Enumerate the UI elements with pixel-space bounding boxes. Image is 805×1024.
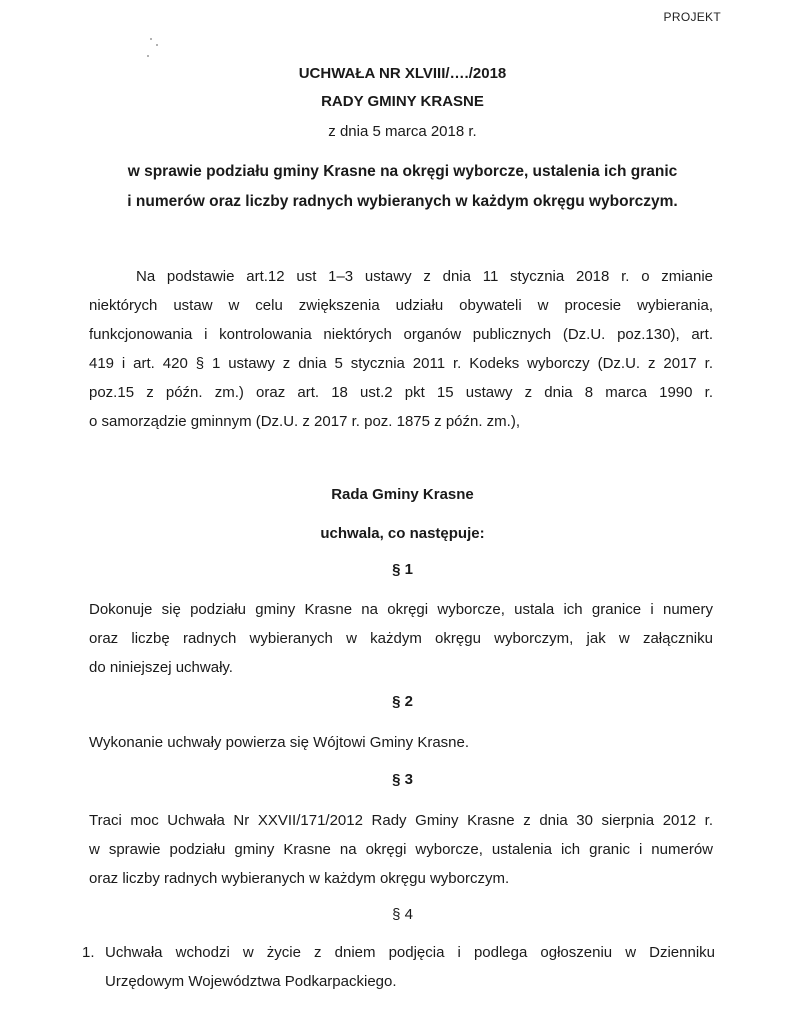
section-1-line: oraz liczbę radnych wybieranych w każdym okręgu wyborczym, jak w załączniku (89, 630, 713, 647)
section-1-line: do niniejszej uchwały. (89, 659, 233, 676)
resolution-date: z dnia 5 marca 2018 r. (328, 123, 477, 140)
list-item-line: Urzędowym Województwa Podkarpackiego. (105, 973, 397, 990)
section-1-line: Dokonuje się podziału gminy Krasne na okręgi wyborcze, ustala ich granice i numery (89, 601, 713, 618)
section-2-body: Wykonanie uchwały powierza się Wójtowi Gminy Krasne. (89, 734, 470, 751)
preamble-line: o samorządzie gminnym (Dz.U. z 2017 r. poz. 1875 z późn. zm.), (89, 413, 521, 430)
preamble-line: poz.15 z późn. zm.) oraz art. 18 ust.2 pkt 15 ustawy z dnia 8 marca 1990 r. (89, 384, 713, 401)
section-4-heading: § 4 (392, 906, 413, 923)
council-heading: Rada Gminy Krasne (331, 486, 474, 503)
section-1-body (89, 595, 713, 682)
scan-speck (150, 38, 152, 40)
section-3-heading: § 3 (392, 771, 413, 788)
section-2-heading: § 2 (392, 693, 413, 710)
section-3-line: Traci moc Uchwała Nr XXVII/171/2012 Rady Gminy Krasne z dnia 30 sierpnia 2012 r. (89, 812, 713, 829)
resolves-heading: uchwala, co następuje: (320, 525, 485, 542)
legal-basis-paragraph (89, 262, 713, 436)
list-item-line: Uchwała wchodzi w życie z dniem podjęcia i podlega ogłoszeniu w Dzienniku (105, 944, 715, 961)
section-1-heading: § 1 (392, 561, 413, 578)
scan-speck (156, 44, 158, 46)
council-name-heading: RADY GMINY KRASNE (321, 93, 484, 110)
list-item (82, 938, 715, 996)
resolution-number: UCHWAŁA NR XLVIII/…./2018 (298, 65, 507, 82)
list-item-number: 1. (82, 944, 95, 961)
preamble-line: 419 i art. 420 § 1 ustawy z dnia 5 stycznia 2011 r. Kodeks wyborczy (Dz.U. z 2017 r. (89, 355, 713, 372)
section-3-body (89, 806, 713, 893)
preamble-line: funkcjonowania i kontrolowania niektórych organów publicznych (Dz.U. poz.130), art. (89, 326, 713, 343)
project-label: PROJEKT (663, 10, 721, 24)
resolution-subject-line-2: i numerów oraz liczby radnych wybieranych w każdym okręgu wyborczym. (127, 193, 678, 210)
section-3-line: oraz liczby radnych wybieranych w każdym okręgu wyborczym. (89, 870, 510, 887)
preamble-line: Na podstawie art.12 ust 1–3 ustawy z dnia 11 stycznia 2018 r. o zmianie (136, 268, 713, 285)
scan-speck (147, 55, 149, 57)
resolution-subject-line-1: w sprawie podziału gminy Krasne na okręgi wyborcze, ustalenia ich granic (127, 163, 678, 180)
preamble-line: niektórych ustaw w celu zwiększenia udziału obywateli w procesie wybierania, (89, 297, 713, 314)
section-3-line: w sprawie podziału gminy Krasne na okręgi wyborcze, ustalenia ich granic i numerów (89, 841, 713, 858)
